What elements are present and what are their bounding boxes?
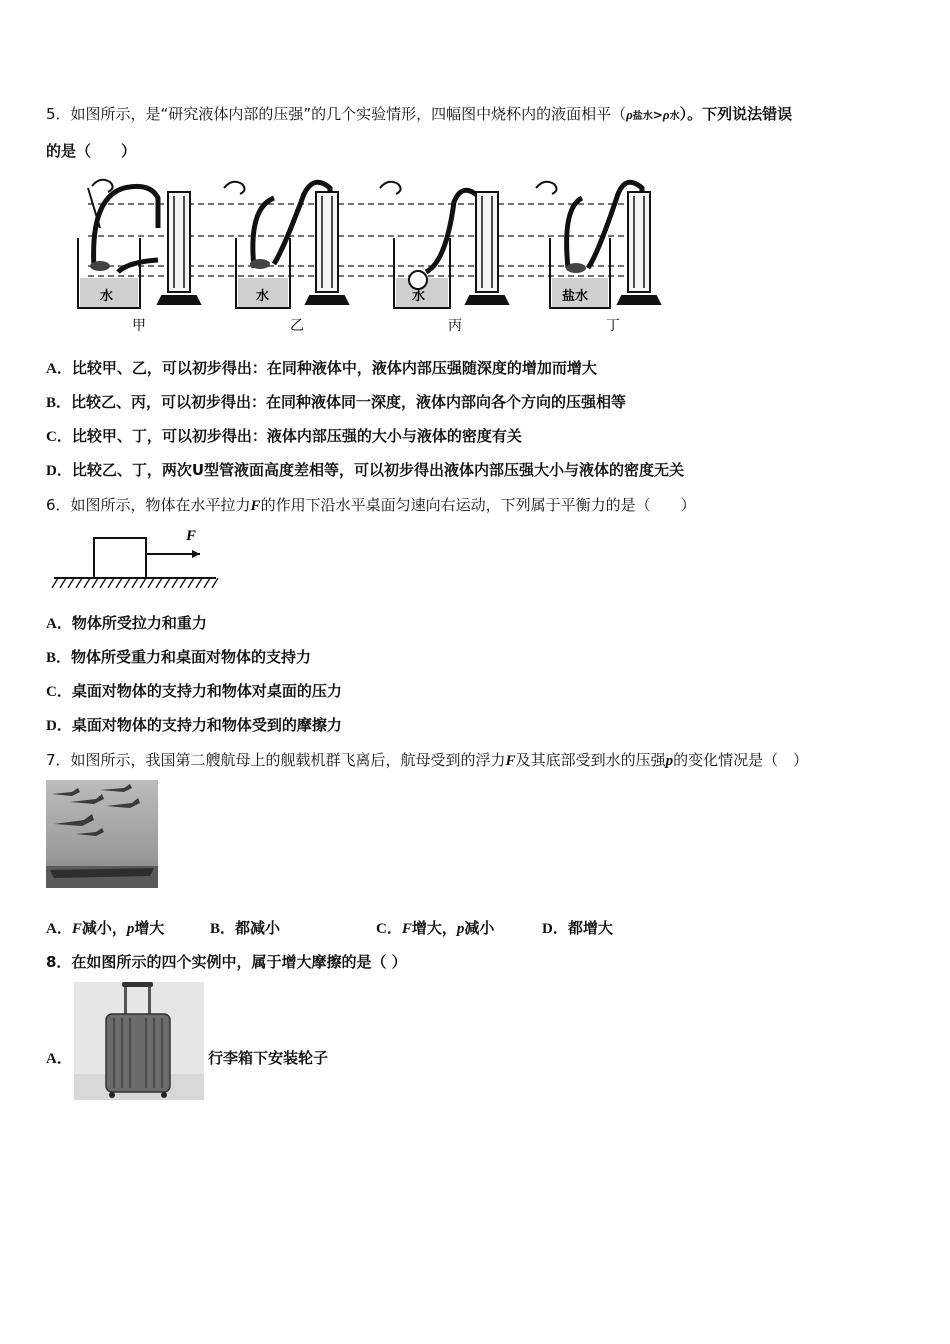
q6-option-b — [46, 646, 311, 667]
q5-option-a — [46, 357, 597, 378]
apparatus-yi — [224, 182, 348, 308]
option-letter: A． — [46, 921, 72, 937]
option-text: 物体所受拉力和重力 — [71, 614, 207, 632]
option-text: 都增大 — [567, 919, 613, 937]
q8-option-a-letter — [46, 1047, 72, 1068]
beaker-label-4: 盐水 — [562, 289, 589, 304]
q8-stem: 8．在如图所示的四个实例中，属于增大摩擦的是（ ） — [46, 953, 407, 971]
option-letter: D． — [542, 921, 568, 937]
option-letter: C． — [46, 684, 72, 700]
q7-c-t2: 减小 — [464, 919, 495, 937]
beaker-label-2: 水 — [256, 289, 270, 304]
option-letter: B． — [210, 921, 236, 937]
q8-option-a-text: 行李箱下安装轮子 — [208, 1049, 329, 1067]
beaker-label-3: 水 — [412, 289, 426, 304]
q6-stem-b: 的作用下沿水平桌面匀速向右运动，下列属于平衡力的是（ ） — [260, 496, 696, 514]
q5-rho-2: ρ — [662, 107, 670, 122]
q6-option-c — [46, 680, 342, 701]
q7-options-row — [46, 917, 164, 938]
q5-water-sub: 水 — [669, 111, 680, 122]
q7-a-var2: p — [126, 921, 135, 937]
option-letter: B． — [46, 650, 72, 666]
q7-carrier-photo — [46, 780, 158, 888]
option-text: 比较甲、丁，可以初步得出：液体内部压强的大小与液体的密度有关 — [71, 427, 522, 445]
apparatus-jia — [78, 180, 200, 308]
option-text: 都减小 — [235, 919, 281, 937]
option-text: 桌面对物体的支持力和物体受到的摩擦力 — [71, 716, 342, 734]
q7-c-var1: F — [401, 921, 412, 937]
option-text: 比较乙、丙，可以初步得出：在同种液体同一深度，液体内部向各个方向的压强相等 — [71, 393, 627, 411]
q7-option-b — [210, 917, 280, 938]
q5-option-c — [46, 425, 522, 446]
option-letter: C． — [376, 921, 402, 937]
q7-var-p: p — [665, 753, 674, 769]
fig-label-bing: 丙 — [448, 318, 462, 334]
q5-option-b — [46, 391, 626, 412]
q7-option-c — [376, 917, 494, 938]
q5-stem-a: 5．如图所示，是“研究液体内部的压强”的几个实验情形，四幅图中烧杯内的液面相平（ — [46, 105, 627, 123]
q6-stem — [46, 494, 696, 515]
q5-option-d — [46, 459, 684, 480]
q5-salt-sub: 盐水 — [632, 111, 653, 122]
q6-stem-a: 6．如图所示，物体在水平拉力 — [46, 496, 251, 514]
q5-stem-b: ）。下列说法错误 — [679, 105, 793, 123]
q7-stem-b: 及其底部受到水的压强 — [515, 751, 666, 769]
q8-suitcase-photo — [74, 982, 204, 1100]
q7-a-t1: 减小， — [81, 919, 127, 937]
option-text: 桌面对物体的支持力和物体对桌面的压力 — [71, 682, 342, 700]
option-letter: C． — [46, 429, 72, 445]
option-letter: A． — [46, 361, 72, 377]
q6-option-a — [46, 612, 207, 633]
option-letter: A． — [46, 616, 72, 632]
q7-option-d — [542, 917, 613, 938]
option-text: 比较乙、丁，两次U型管液面高度差相等，可以初步得出液体内部压强大小与液体的密度无关 — [71, 461, 685, 479]
q5-experiment-figure — [48, 168, 668, 340]
q7-a-t2: 增大 — [134, 919, 165, 937]
beaker-label-1: 水 — [100, 289, 114, 304]
q7-stem-c: 的变化情况是（ ） — [673, 751, 809, 769]
fig-label-jia: 甲 — [132, 318, 146, 334]
q5-stem-line2: 的是（ ） — [46, 142, 137, 160]
apparatus-bing — [380, 182, 508, 308]
q5-gt: > — [652, 108, 663, 122]
fig-label-yi: 乙 — [290, 318, 304, 334]
option-letter: D． — [46, 463, 72, 479]
q7-stem — [46, 749, 808, 770]
option-letter: A． — [46, 1051, 72, 1067]
q7-a-var1: F — [71, 921, 82, 937]
q6-option-d — [46, 714, 342, 735]
option-text: 物体所受重力和桌面对物体的支持力 — [71, 648, 312, 666]
q7-c-t1: 增大， — [411, 919, 457, 937]
force-label: F — [186, 528, 197, 544]
option-letter: D． — [46, 718, 72, 734]
apparatus-ding — [536, 182, 660, 308]
option-text: 比较甲、乙，可以初步得出：在同种液体中，液体内部压强随深度的增加而增大 — [71, 359, 597, 377]
q7-stem-a: 7．如图所示，我国第二艘航母上的舰载机群飞离后，航母受到的浮力 — [46, 751, 506, 769]
fig-label-ding: 丁 — [606, 318, 620, 334]
q7-var-F: F — [505, 753, 516, 769]
q6-var-F: F — [250, 498, 261, 514]
q5-stem-line1 — [46, 103, 792, 124]
q6-block-figure — [50, 524, 220, 596]
q7-c-var2: p — [456, 921, 465, 937]
q5-rho-1: ρ — [626, 107, 633, 122]
option-letter: B． — [46, 395, 72, 411]
